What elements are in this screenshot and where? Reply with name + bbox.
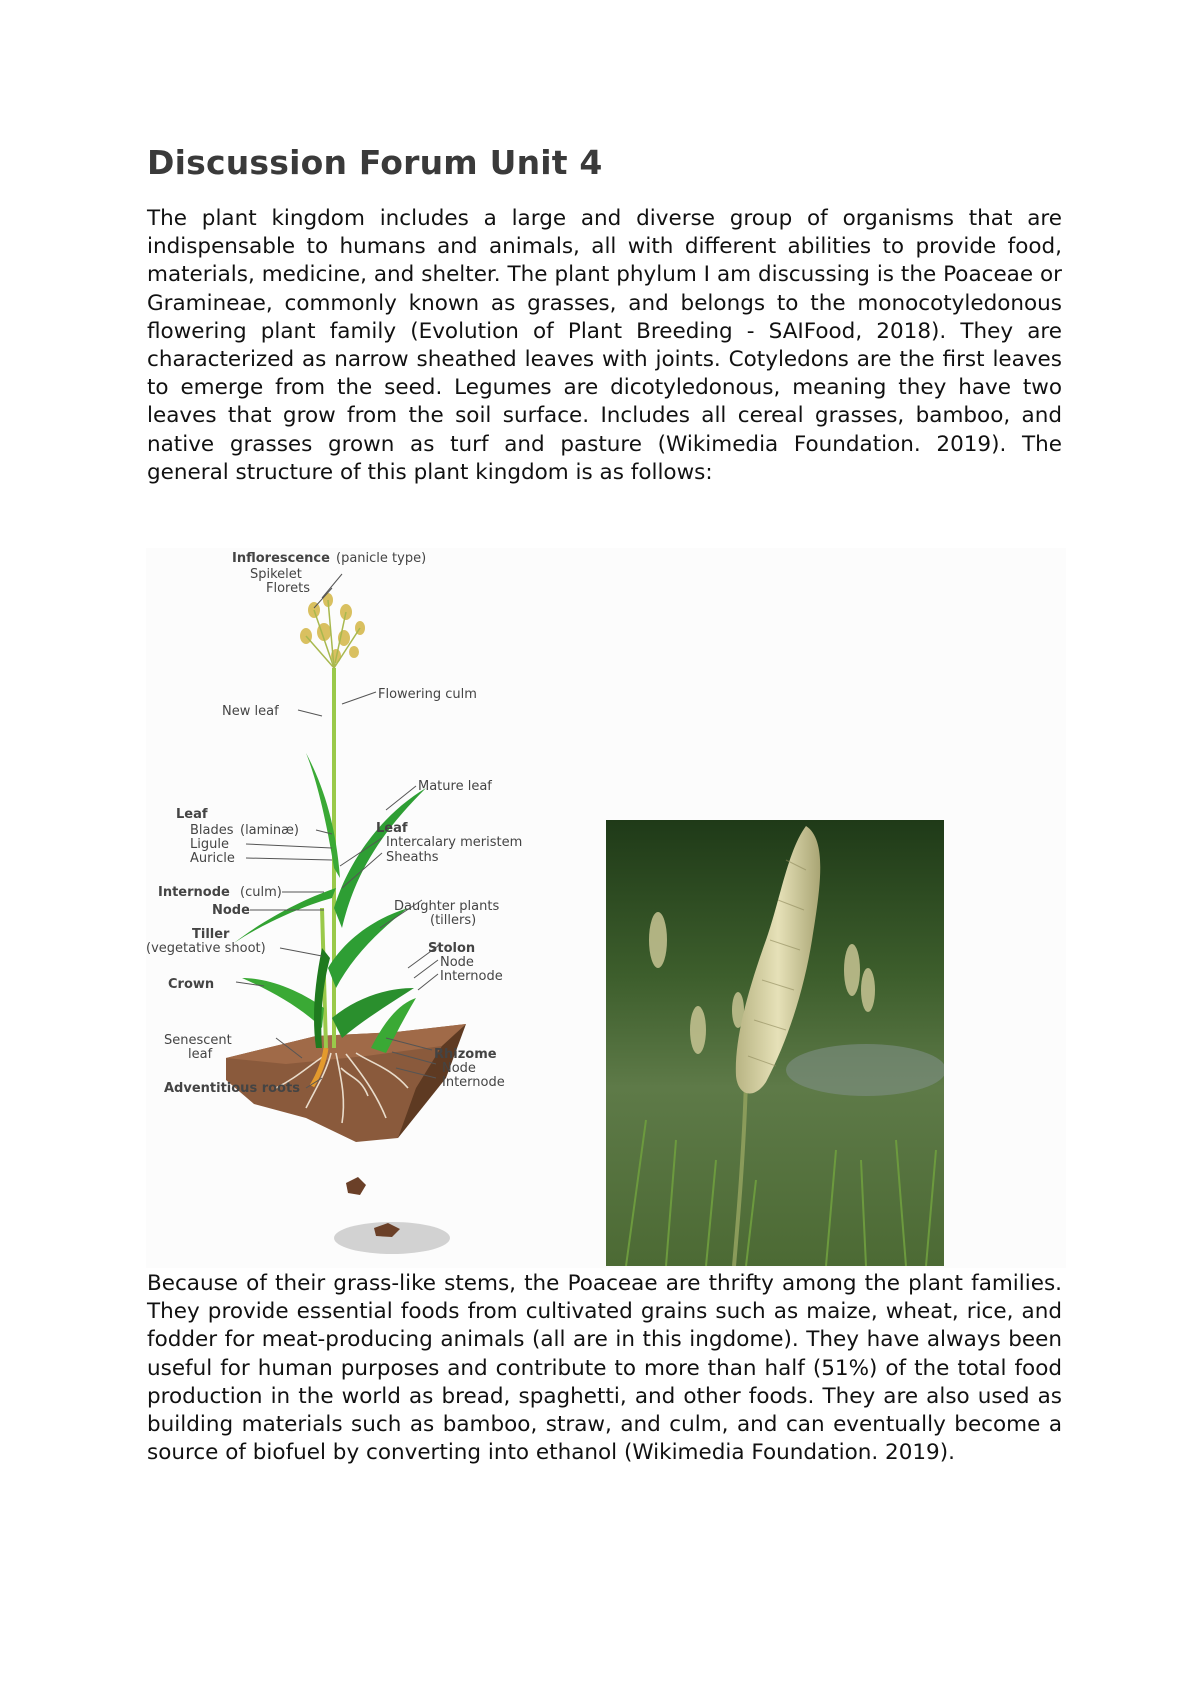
label-internode-culm: Internode bbox=[158, 885, 230, 900]
label-rhizome-internode: Internode bbox=[442, 1075, 505, 1090]
label-tillers: (tillers) bbox=[430, 913, 477, 928]
grass-photo bbox=[606, 820, 944, 1266]
label-stolon: Stolon bbox=[428, 941, 476, 956]
label-stolon-internode: Internode bbox=[440, 969, 503, 984]
label-intercalary-meristem: Intercalary meristem bbox=[386, 835, 523, 850]
paragraph-conclusion: Because of their grass-like stems, the Poaceae are thrifty among the plant families. They provide essential foods from cultivated grains such as maize, wheat, rice, and fodder for meat-producing animals (all are in this ingdome). They have always been useful for human purposes and contribute to more than half (51%) of the total food production in the world as bread, spaghetti, and other foods. They are also used as building materials such as bamboo, straw, and culm, and can eventually become a source of biofuel by converting into ethanol (Wikimedia Foundation. 2019). bbox=[147, 1271, 1062, 1466]
panicle-branches bbox=[306, 600, 360, 668]
label-auricle: Auricle bbox=[190, 851, 235, 866]
label-senescent-leaf: leaf bbox=[188, 1047, 213, 1062]
label-tiller: Tiller bbox=[192, 927, 230, 942]
label-florets: Florets bbox=[266, 581, 310, 596]
label-laminae: (laminæ) bbox=[240, 823, 300, 838]
label-senescent: Senescent bbox=[164, 1033, 232, 1048]
soil-crumb-1 bbox=[346, 1177, 366, 1195]
label-panicle-type: (panicle type) bbox=[336, 551, 427, 566]
label-daughter-plants: Daughter plants bbox=[394, 899, 500, 914]
label-leaf-left: Leaf bbox=[176, 807, 208, 822]
label-sheaths: Sheaths bbox=[386, 850, 439, 865]
label-spikelet: Spikelet bbox=[250, 567, 302, 582]
paragraph-intro: The plant kingdom includes a large and diverse group of organisms that are indispensable to humans and animals, all with different abilities to provide food, materials, medicine, and shelter. The plant phylum I am discussing is the Poaceae or Gramineae, commonly known as grasses, and belongs to the monocotyledonous flowering plant family (Evolution of Plant Breeding - SAIFood, 2018). They are characterized as narrow sheathed leaves with joints. Cotyledons are the first leaves to emerge from the seed. Legumes are dicotyledonous, meaning they have two leaves that grow from the soil surface. Includes all cereal grasses, bamboo, and native grasses grown as turf and pasture (Wikimedia Foundation. 2019). The general structure of this plant kingdom is as follows: bbox=[147, 206, 1062, 485]
label-blades: Blades bbox=[190, 823, 234, 838]
label-leaf-right: Leaf bbox=[376, 821, 408, 836]
label-mature-leaf: Mature leaf bbox=[418, 779, 492, 794]
label-flowering-culm: Flowering culm bbox=[378, 687, 477, 702]
label-rhizome: Rhizome bbox=[434, 1047, 497, 1062]
label-rhizome-node: Node bbox=[442, 1061, 476, 1076]
page-title: Discussion Forum Unit 4 bbox=[147, 143, 603, 182]
label-inflorescence: Inflorescence bbox=[232, 551, 330, 566]
label-vegetative-shoot: (vegetative shoot) bbox=[146, 941, 266, 956]
photo-water bbox=[786, 1044, 944, 1096]
label-new-leaf: New leaf bbox=[222, 704, 279, 719]
label-adventitious-roots: Adventitious roots bbox=[164, 1081, 300, 1096]
label-stolon-node: Node bbox=[440, 955, 474, 970]
label-crown: Crown bbox=[168, 977, 215, 992]
label-node: Node bbox=[212, 903, 250, 918]
label-ligule: Ligule bbox=[190, 837, 229, 852]
culm-stems bbox=[322, 668, 334, 1048]
label-culm: (culm) bbox=[240, 885, 282, 900]
